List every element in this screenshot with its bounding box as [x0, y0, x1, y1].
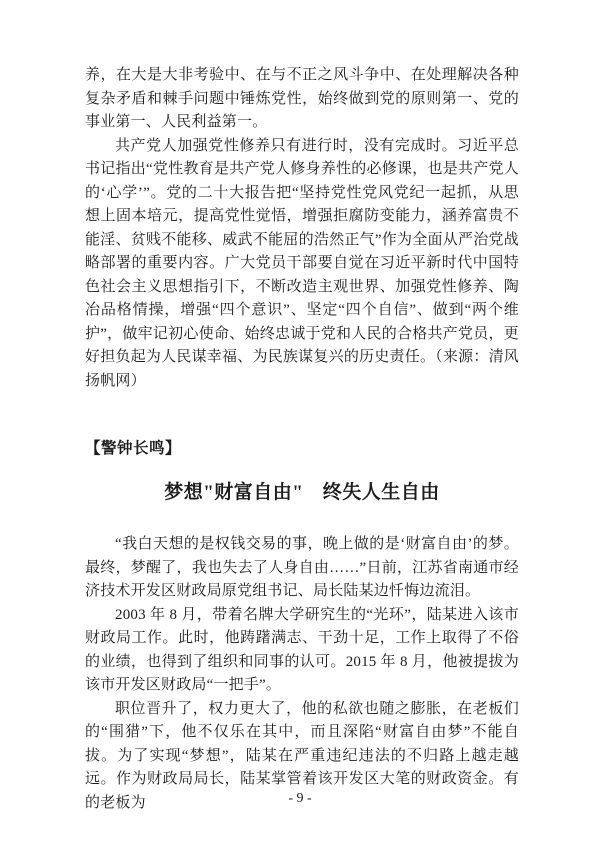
- section-header-alarm-bell: 【警钟长鸣】: [85, 440, 182, 457]
- paragraph: 共产党人加强党性修养只有进行时，没有完成时。习近平总书记指出“党性教育是共产党人修身养性的必修课，也是共产党人的‘心学’”。党的二十大报告把“坚持党性党风党纪一起抓，从思想上固本培元，提高党性觉悟，增强拒腐防变能力，涵养富贵不能淫、贫贱不能移、威武不能屈的浩然正气”作为全面从严治党战略部署的重要内容。广大党员干部要自觉在习近平新时代中国特色社会主义思想指引下，不断改造主观世界、加强党性修养、陶冶品格情操，增强“四个意识”、坚定“四个自信”、做到“两个维护”，做牢记初心使命、始终忠诚于党和人民的合格共产党员，更好担负起为人民谋幸福、为民族谋复兴的历史责任。（来源：清风扬帆网）: [85, 137, 519, 389]
- page-number: - 9 -: [288, 791, 312, 806]
- page-content: [85, 64, 519, 815]
- article-title: 梦想"财富自由" 终失人生自由: [164, 482, 440, 503]
- paragraph: 2003 年 8 月，带着名牌大学研究生的“光环”，陆某进入该市财政局工作。此时，他踌躇满志、干劲十足，工作上取得了不俗的业绩，也得到了组织和同事的认可。2015 年 8 月，他被提拔为该市开发区财政局“一把手”。: [85, 606, 519, 693]
- article-party-spirit: [85, 64, 519, 393]
- paragraph: 养，在大是大非考验中、在与不正之风斗争中、在处理解决各种复杂矛盾和棘手问题中锤炼党性，始终做到党的原则第一、党的事业第一、人民利益第一。: [85, 67, 519, 130]
- article-wealth-freedom: [85, 533, 519, 815]
- paragraph: “我白天想的是权钱交易的事，晚上做的是‘财富自由’的梦。最终，梦醒了，我也失去了人身自由……”日前，江苏省南通市经济技术开发区财政局原党组书记、局长陆某边忏悔边流泪。: [85, 536, 519, 599]
- paragraph: 职位晋升了，权力更大了，他的私欲也随之膨胀，在老板们的“围猎”下，他不仅乐在其中，而且深陷“财富自由梦”不能自拔。为了实现“梦想”，陆某在严重违纪违法的不归路上越走越远。作为财政局局长，陆某掌管着该开发区大笔的财政资金。有的老板为: [85, 700, 519, 811]
